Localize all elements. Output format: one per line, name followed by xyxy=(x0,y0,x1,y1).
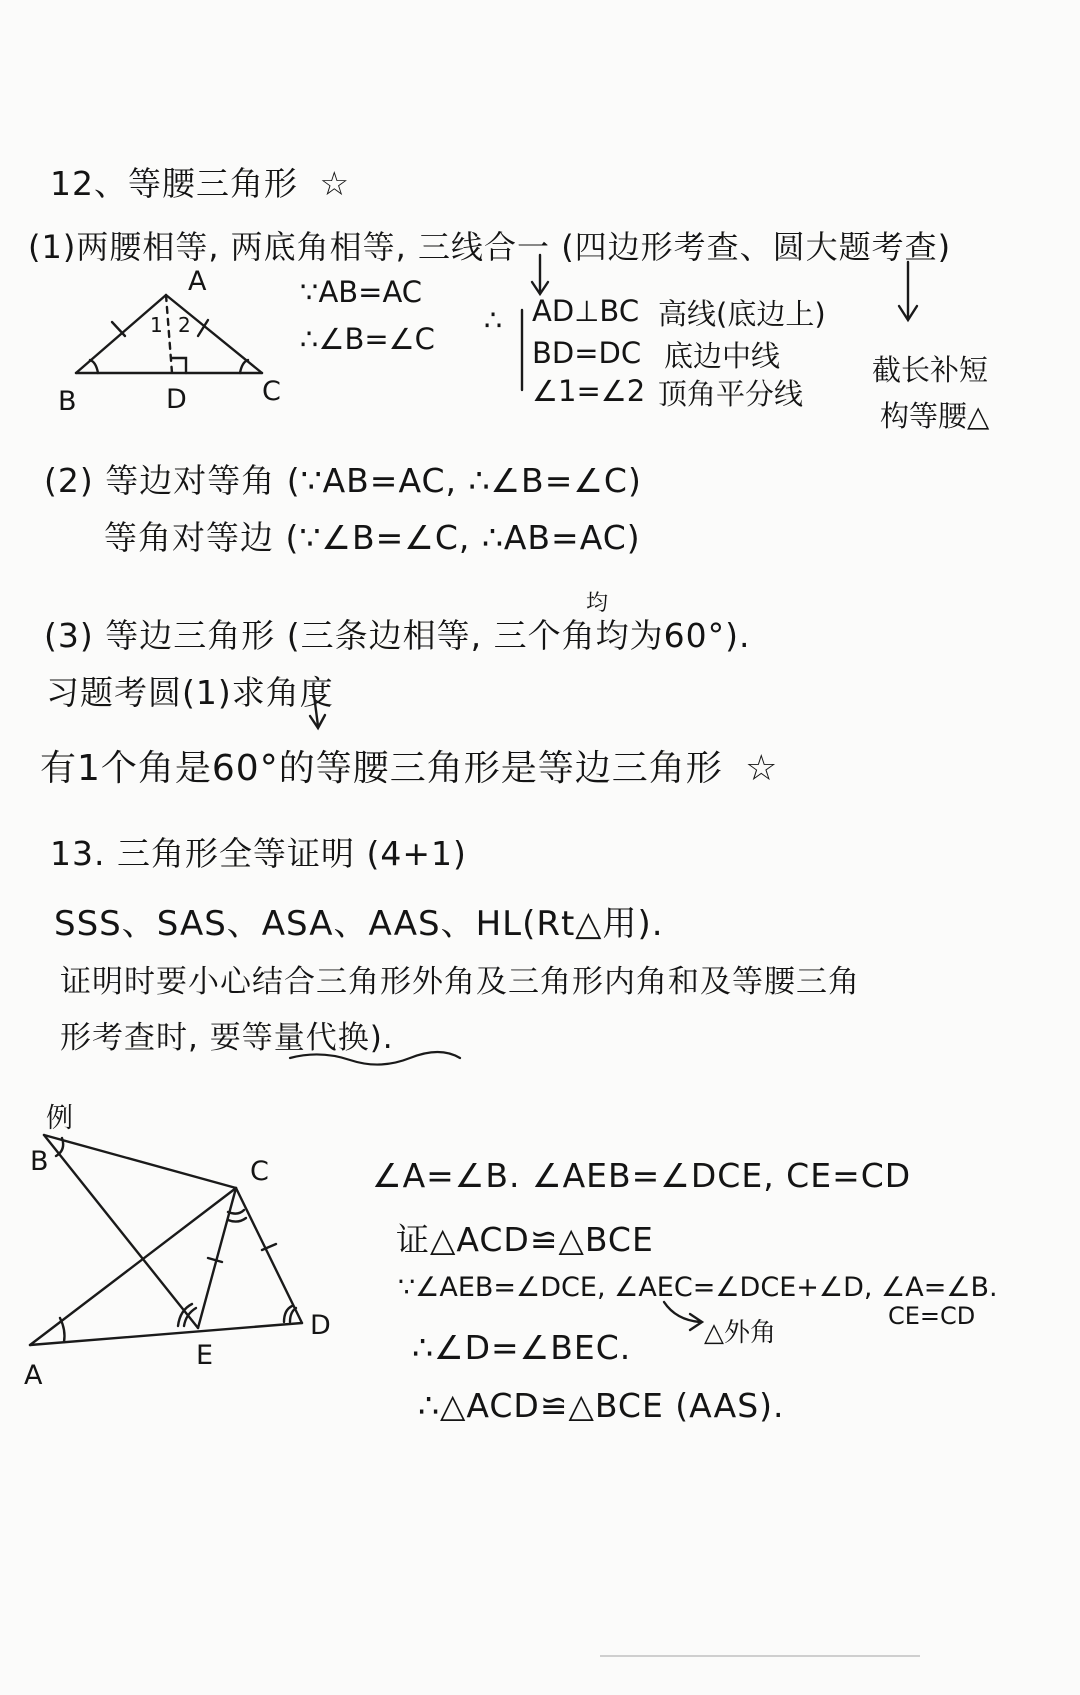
label-angle-2: 2 xyxy=(178,313,191,337)
note-angle-bisector: 顶角平分线 xyxy=(658,377,804,411)
section-12-point-3-rule: 有1个角是60°的等腰三角形是等边三角形 ☆ xyxy=(40,748,779,789)
fig-label-E: E xyxy=(196,1340,214,1371)
fig-label-B: B xyxy=(30,1146,49,1177)
proof-line-4: ∴∠D=∠BEC. xyxy=(412,1328,632,1367)
star-icon: ☆ xyxy=(319,164,351,203)
eq-bd-dc: BD=DC xyxy=(532,336,642,370)
section-12-point-2b: 等角对等边 (∵∠B=∠C, ∴AB=AC) xyxy=(104,518,641,557)
bottom-rule xyxy=(600,1655,920,1657)
label-angle-1: 1 xyxy=(150,313,163,337)
fig-label-C: C xyxy=(250,1156,269,1187)
section-12-point-3-exam: 习题考圆(1)求角度 xyxy=(46,673,334,712)
note-jun: 均 xyxy=(586,591,609,616)
label-A: A xyxy=(188,266,207,297)
note-line-a: 证明时要小心结合三角形外角及三角形内角和及等腰三角 xyxy=(60,964,860,1000)
example-label: 例 xyxy=(46,1103,73,1134)
proof-side-ce-cd: CE=CD xyxy=(888,1302,976,1330)
note-line-b: 形考查时, 要等量代换). xyxy=(60,1020,394,1056)
eq-angle1-angle2: ∠1=∠2 xyxy=(532,374,646,408)
proof-line-1: ∠A=∠B. ∠AEB=∠DCE, CE=CD xyxy=(372,1156,912,1195)
proof-line-2: 证△ACD≌△BCE xyxy=(396,1220,654,1259)
note-median: 底边中线 xyxy=(664,339,781,373)
eq-ad-perp-bc: AD⊥BC xyxy=(532,294,640,328)
given-ab-ac: ∵AB=AC xyxy=(300,275,423,309)
proof-side-exterior-angle: △外角 xyxy=(704,1318,776,1348)
star-icon: ☆ xyxy=(745,748,779,789)
fig-label-D: D xyxy=(310,1310,331,1341)
side-note-1: 截长补短 xyxy=(872,353,989,387)
section-12-title: 12、等腰三角形 ☆ xyxy=(50,164,351,203)
section-12-point-3: (3) 等边三角形 (三条边相等, 三个角均为60°). xyxy=(44,616,751,655)
note-altitude: 高线(底边上) xyxy=(658,297,826,331)
proof-line-5: ∴△ACD≌△BCE (AAS). xyxy=(418,1386,785,1425)
section-12-point-1: (1)两腰相等, 两底角相等, 三线合一 (四边形考查、圆大题考查) xyxy=(28,228,952,266)
label-D: D xyxy=(166,384,187,415)
label-C: C xyxy=(262,376,281,407)
side-note-2: 构等腰△ xyxy=(880,399,990,433)
label-B: B xyxy=(58,386,77,417)
congruence-methods: SSS、SAS、ASA、AAS、HL(Rt△用). xyxy=(54,904,664,944)
fig-label-A: A xyxy=(24,1360,43,1391)
proof-line-3: ∵∠AEB=∠DCE, ∠AEC=∠DCE+∠D, ∠A=∠B. xyxy=(398,1272,998,1303)
therefore-mark: ∴ xyxy=(484,303,503,337)
section-12-point-2a: (2) 等边对等角 (∵AB=AC, ∴∠B=∠C) xyxy=(44,461,642,500)
section-13-title: 13. 三角形全等证明 (4+1) xyxy=(50,834,467,873)
given-angle-b-c: ∴∠B=∠C xyxy=(300,322,435,356)
